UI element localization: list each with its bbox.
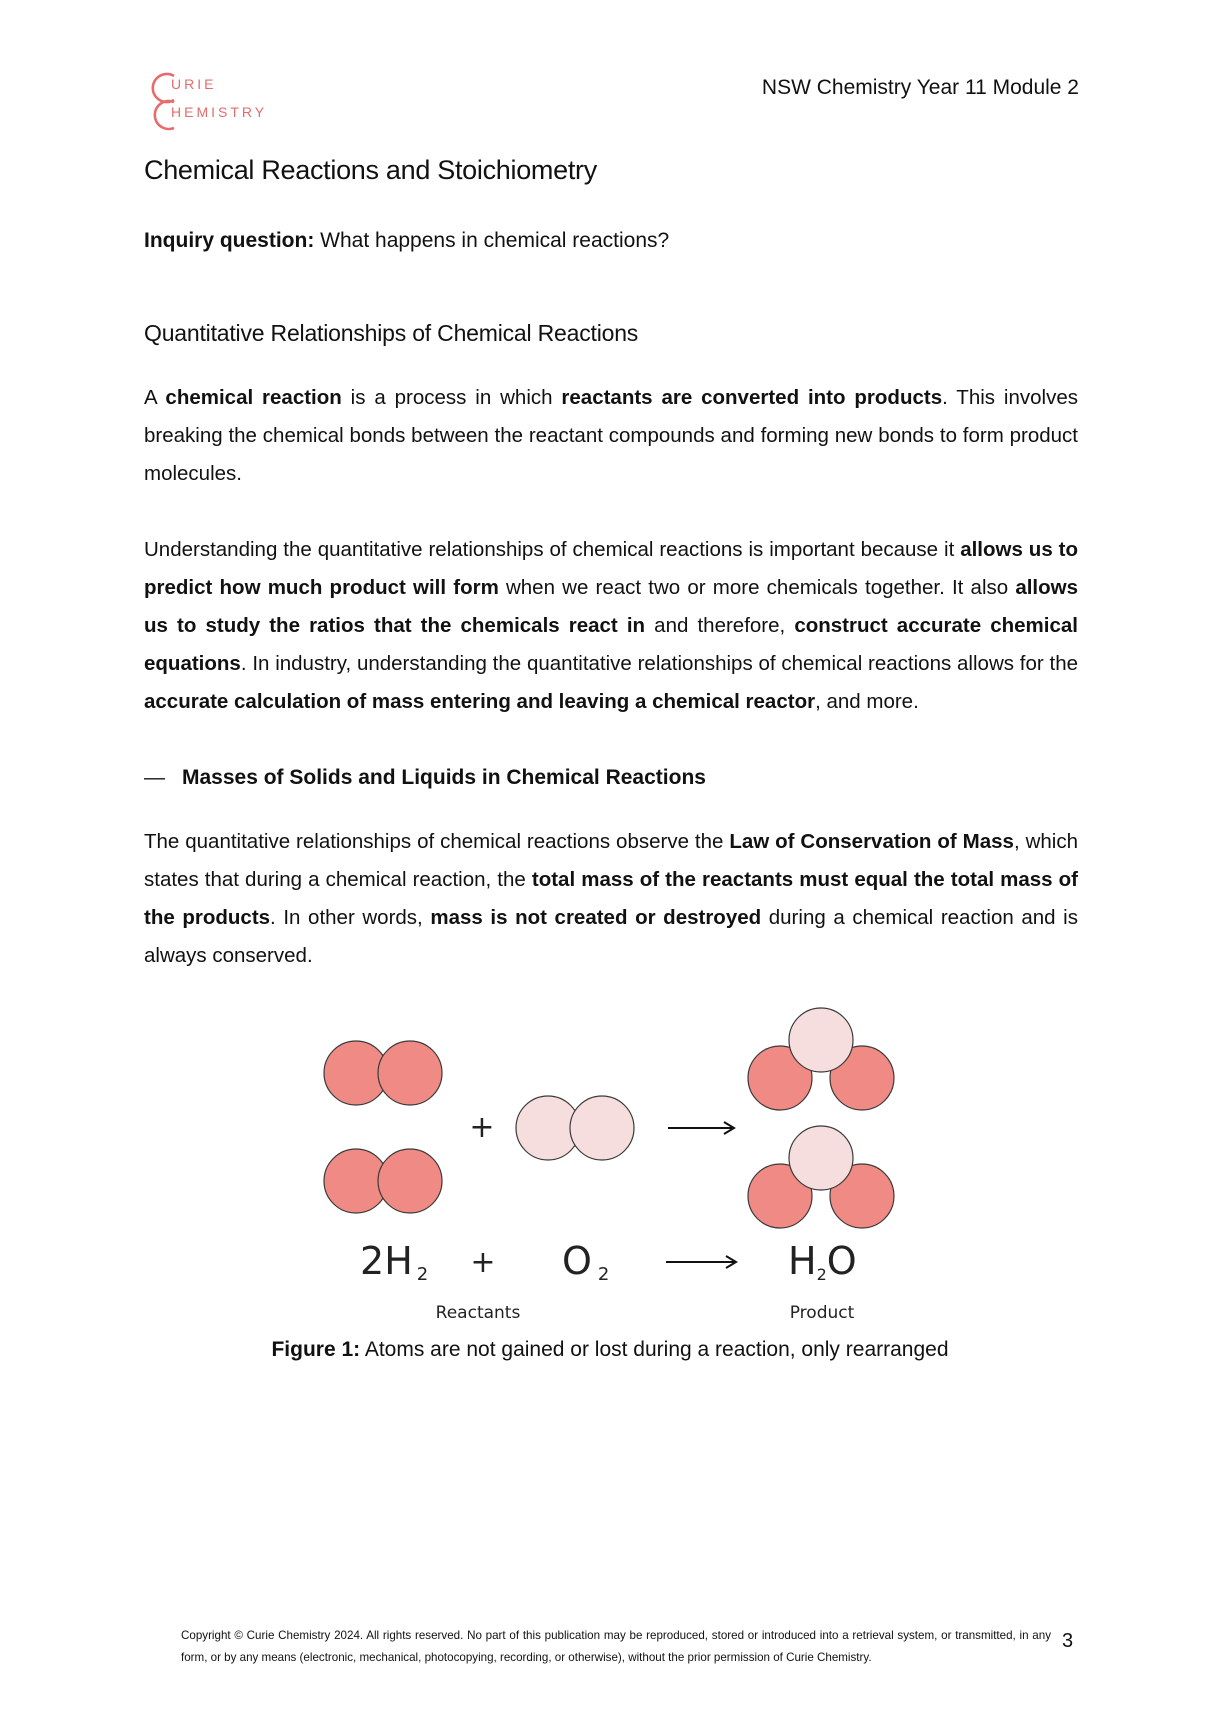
plus-sign: + bbox=[469, 1110, 495, 1145]
hydrogen-atom bbox=[378, 1041, 442, 1105]
inquiry-label: Inquiry question: bbox=[144, 229, 315, 252]
equation-product-h2o: H2O bbox=[788, 1239, 857, 1284]
label-product: Product bbox=[789, 1303, 855, 1323]
logo-text-line1: URIE bbox=[171, 76, 217, 92]
caption-label: Figure 1: bbox=[271, 1338, 361, 1361]
paragraph-chemical-reaction: A chemical reaction is a process in which reactants are converted into products. This involves breaking the chemical bonds between the reactant compounds and forming new bonds to form product molecules. bbox=[144, 386, 1078, 485]
curie-chemistry-logo bbox=[144, 70, 294, 132]
inquiry-text: What happens in chemical reactions? bbox=[320, 229, 670, 252]
page-number: 3 bbox=[1062, 1630, 1074, 1652]
oxygen-atom bbox=[789, 1126, 853, 1190]
equation-reactant-o2: O 2 bbox=[562, 1239, 610, 1285]
caption-text: Atoms are not gained or lost during a reaction, only rearranged bbox=[360, 1338, 949, 1361]
page-title: Chemical Reactions and Stoichiometry bbox=[144, 155, 597, 185]
logo-text-line2: HEMISTRY bbox=[171, 104, 268, 120]
arrow-icon bbox=[668, 1122, 734, 1134]
section-heading: Quantitative Relationships of Chemical Reactions bbox=[144, 320, 639, 346]
subheading-text: Masses of Solids and Liquids in Chemical Reactions bbox=[182, 766, 706, 789]
hydrogen-atom bbox=[378, 1149, 442, 1213]
paragraph-conservation-of-mass: The quantitative relationships of chemical reactions observe the Law of Conservation of Mass, which states that during a chemical reaction, the total mass of the reactants must equal the total mass of the products. In other words, mass is not created or destroyed during a chemical reaction and is always conserved. bbox=[144, 830, 1078, 967]
inquiry-question bbox=[144, 229, 669, 253]
equation-arrow-icon bbox=[666, 1256, 736, 1268]
label-reactants: Reactants bbox=[435, 1303, 521, 1323]
subheading-masses bbox=[144, 766, 706, 790]
paragraph-quantitative-relationships: Understanding the quantitative relationships of chemical reactions is important because it allows us to predict how much product will form when we react two or more chemicals together. It also allows us to study the ratios that the chemicals react in and therefore, construct accurate chemical equations. In industry, understanding the quantitative relationships of chemical reactions allows for the accurate calculation of mass entering and leaving a chemical reactor, and more. bbox=[144, 538, 1078, 713]
oxygen-atom bbox=[789, 1008, 853, 1072]
oxygen-atom bbox=[570, 1096, 634, 1160]
course-header: NSW Chemistry Year 11 Module 2 bbox=[761, 76, 1079, 99]
reaction-diagram bbox=[300, 1000, 940, 1340]
subheading-dash: — bbox=[144, 766, 165, 789]
equation-plus-sign: + bbox=[470, 1245, 496, 1280]
equation-reactant-h2: 2H 2 bbox=[360, 1239, 429, 1285]
copyright-footer: Copyright © Curie Chemistry 2024. All rights reserved. No part of this publication may be reproduced, stored or introduced into a retrieval system, or transmitted, in any form, or by any means (electronic, mechanical, photocopying, recording, or otherwise), without the prior permission of Curie Chemistry. bbox=[181, 1629, 1051, 1664]
figure-caption bbox=[0, 1338, 1220, 1362]
